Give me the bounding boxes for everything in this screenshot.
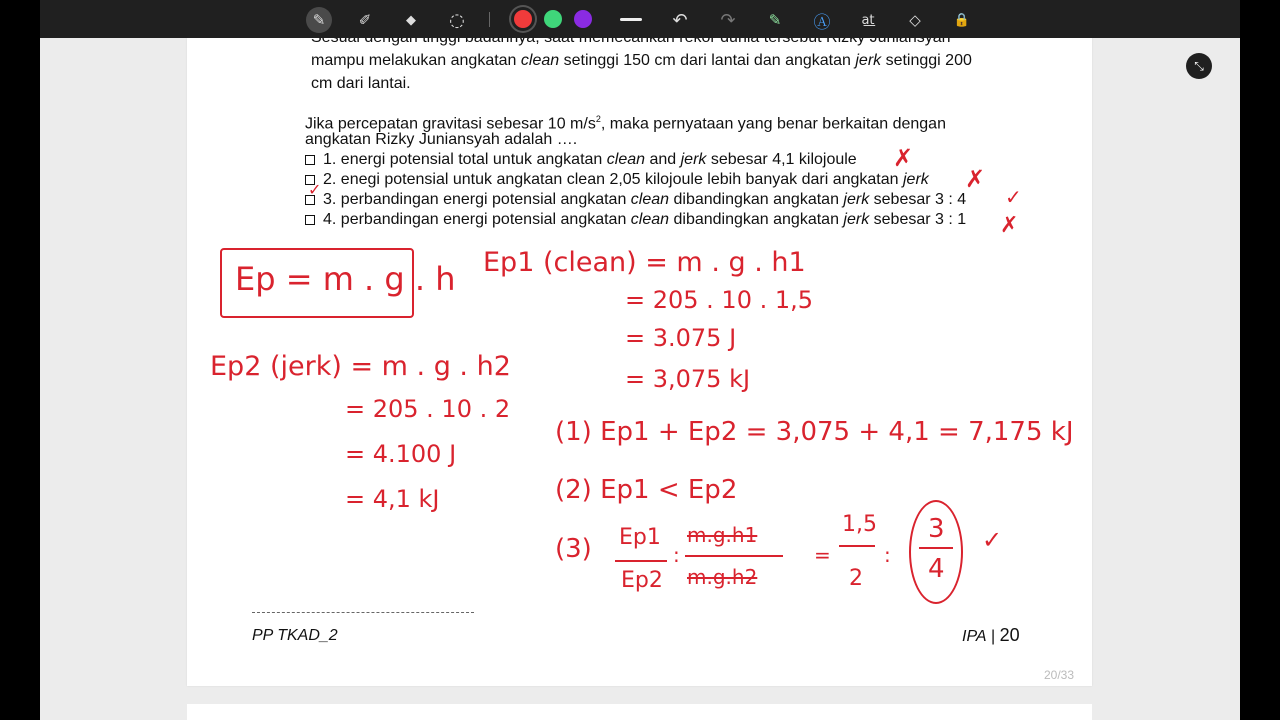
- undo-icon[interactable]: ↶: [672, 9, 688, 31]
- footer-divider: [252, 612, 474, 613]
- option-1[interactable]: 1. energi potensial total untuk angkatan clean and jerk sebesar 4,1 kilojoule: [305, 150, 857, 170]
- highlighter-icon[interactable]: ✐: [358, 11, 372, 29]
- equals-sign-3: :: [884, 543, 891, 567]
- cross-mark-2: ✗: [965, 165, 986, 193]
- equals-sign-1: :: [673, 543, 680, 567]
- cross-mark-1: ✗: [893, 144, 914, 172]
- checkbox-1[interactable]: [305, 155, 315, 165]
- step-3-mass-den: m.g.h2: [687, 565, 758, 589]
- text-tool-icon[interactable]: a͟t: [861, 12, 875, 28]
- check-mark-option-3: ✓: [308, 180, 322, 199]
- answer-denominator: 4: [928, 554, 945, 584]
- step-3-label: (3): [555, 534, 592, 564]
- formula-ep: Ep = m . g . h: [235, 260, 456, 298]
- shapes-icon[interactable]: ◇: [909, 11, 921, 29]
- jerk-line-3: = 4.100 J: [345, 440, 457, 468]
- document-canvas[interactable]: [40, 0, 1240, 720]
- stroke-width-icon[interactable]: [620, 18, 642, 21]
- step-3-numerator: Ep1: [619, 525, 661, 550]
- equals-sign-2: =: [814, 543, 831, 567]
- frac-denominator: 2: [849, 566, 863, 591]
- question-line-1: Jika percepatan gravitasi sebesar 10 $m/s^2$, maka pernyataan yang benar berkaitan dengan: [305, 114, 946, 133]
- clean-line-1: Ep1 (clean) = m . g . h1: [483, 247, 806, 278]
- cross-mark-4: ✗: [1000, 213, 1019, 238]
- clean-line-3: = 3.075 J: [625, 324, 737, 352]
- step-1: (1) Ep1 + Ep2 = 3,075 + 4,1 = 7,175 kJ: [555, 417, 1074, 447]
- check-mark-3: ✓: [1005, 185, 1022, 209]
- step-3-mass-num: m.g.h1: [687, 523, 758, 547]
- question-line-2: angkatan Rizky Juniansyah adalah ….: [305, 131, 578, 148]
- clean-line-4: = 3,075 kJ: [625, 365, 751, 393]
- paragraph-line-2: mampu melakukan angkatan clean setinggi 150 cm dari lantai dan angkatan jerk setinggi 200: [311, 52, 972, 69]
- step-3-mass-frac-line: [685, 555, 783, 557]
- option-2[interactable]: 2. enegi potensial untuk angkatan clean 2,05 kilojoule lebih banyak dari angkatan jerk: [305, 170, 929, 190]
- checkbox-4[interactable]: [305, 215, 315, 225]
- color-green-swatch[interactable]: [544, 10, 562, 28]
- lasso-icon[interactable]: ◌: [449, 9, 465, 31]
- page-counter: 20/33: [1043, 668, 1074, 682]
- option-3[interactable]: 3. perbandingan energi potensial angkatan clean dibandingkan angkatan jerk sebesar 3 : 4: [305, 190, 966, 210]
- final-check-mark: ✓: [982, 526, 1003, 554]
- pen-settings-icon[interactable]: ✎: [768, 11, 782, 29]
- answer-numerator: 3: [928, 514, 945, 544]
- color-purple-swatch[interactable]: [574, 10, 592, 28]
- footer-right: IPA | 20: [962, 625, 1020, 645]
- lock-icon[interactable]: 🔒: [953, 12, 971, 28]
- step-3-frac-line: [615, 560, 667, 562]
- toolbar: [40, 0, 1240, 38]
- color-red-swatch[interactable]: [514, 10, 532, 28]
- pen-tool-icon[interactable]: ✎: [306, 7, 332, 33]
- shape-tool-icon[interactable]: Ⓐ: [813, 12, 831, 33]
- next-page[interactable]: [187, 704, 1092, 720]
- jerk-line-4: = 4,1 kJ: [345, 485, 440, 513]
- step-3-denominator: Ep2: [621, 568, 663, 593]
- answer-frac-line: [919, 547, 953, 549]
- eraser-icon[interactable]: ◆: [406, 12, 416, 28]
- footer-left: PP TKAD_2: [252, 627, 338, 644]
- document-page[interactable]: [187, 20, 1092, 686]
- jerk-line-2: = 205 . 10 . 2: [345, 395, 511, 423]
- toolbar-divider: [489, 12, 490, 27]
- frac-line: [839, 545, 875, 547]
- jerk-line-1: Ep2 (jerk) = m . g . h2: [210, 351, 511, 382]
- step-2: (2) Ep1 < Ep2: [555, 475, 738, 505]
- redo-icon[interactable]: ↷: [720, 9, 736, 31]
- frac-numerator: 1,5: [842, 512, 877, 537]
- collapse-icon[interactable]: ⤡: [1186, 53, 1212, 79]
- clean-line-2: = 205 . 10 . 1,5: [625, 286, 814, 314]
- paragraph-line-3: cm dari lantai.: [311, 75, 411, 92]
- option-4[interactable]: 4. perbandingan energi potensial angkatan clean dibandingkan angkatan jerk sebesar 3 : 1: [305, 210, 966, 230]
